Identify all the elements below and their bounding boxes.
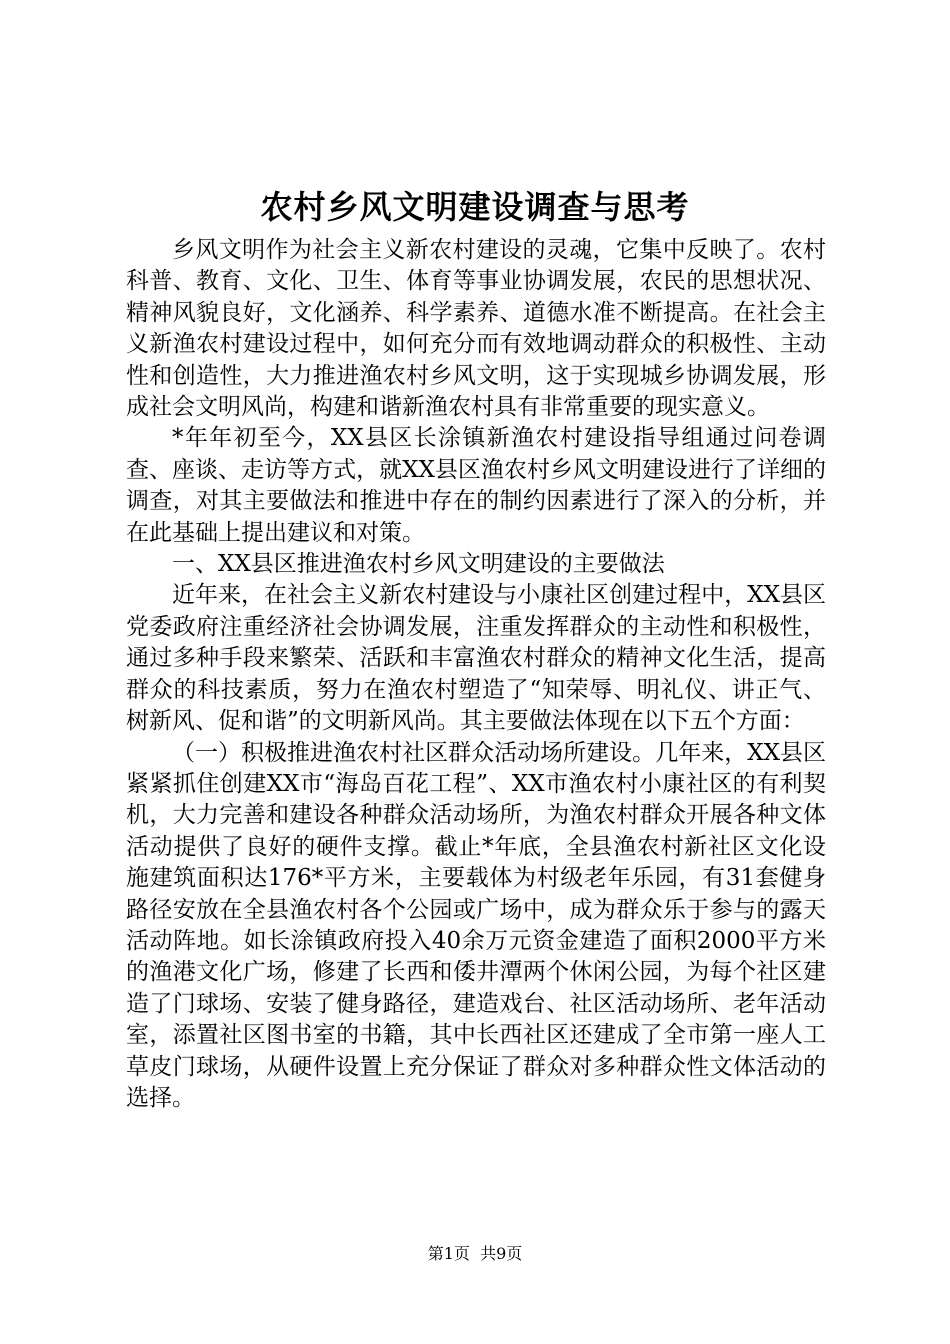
paragraph-intro: 乡风文明作为社会主义新农村建设的灵魂，它集中反映了。农村科普、教育、文化、卫生、体育等事业协调发展，农民的思想状况、精神风貌良好，文化涵养、科学素养、道德水准不断提高。在社会主义新渔农村建设过程中，如何充分而有效地调动群众的积极性、主动性和创造性，大力推进渔农村乡风文明，这于实现城乡协调发展，形成社会文明风尚，构建和谐新渔农村具有非常重要的现实意义。: [126, 237, 826, 421]
paragraph-practices: 近年来，在社会主义新农村建设与小康社区创建过程中，XX县区党委政府注重经济社会协调发展，注重发挥群众的主动性和积极性，通过多种手段来繁荣、活跃和丰富渔农村群众的精神文化生活，提高群众的科技素质，努力在渔农村塑造了“知荣辱、明礼仪、讲正气、树新风、促和谐”的文明新风尚。其主要做法体现在以下五个方面：: [126, 582, 826, 735]
document-body: [126, 235, 826, 1114]
page-number: 第1页 共9页: [427, 1244, 523, 1263]
paragraph-subsection-1: （一）积极推进渔农村社区群众活动场所建设。几年来，XX县区紧紧抓住创建XX市“海岛百花工程”、XX市渔农村小康社区的有利契机，大力完善和建设各种群众活动场所，为渔农村群众开展各种文体活动提供了良好的硬件支撑。截止*年底，全县渔农村新社区文化设施建筑面积达176*平方米，主要载体为村级老年乐园，有31套健身路径安放在全县渔农村各个公园或广场中，成为群众乐于参与的露天活动阵地。如长涂镇政府投入40余万元资金建造了面积2000平方米的渔港文化广场，修建了长西和倭井潭两个休闲公园，为每个社区建造了门球场、安装了健身路径，建造戏台、社区活动场所、老年活动室，添置社区图书室的书籍，其中长西社区还建成了全市第一座人工草皮门球场，从硬件设置上充分保证了群众对多种群众性文体活动的选择。: [126, 739, 826, 1111]
paragraph-survey: *年年初至今，XX县区长涂镇新渔农村建设指导组通过问卷调查、座谈、走访等方式，就XX县区渔农村乡风文明建设进行了详细的调查，对其主要做法和推进中存在的制约因素进行了深入的分析，并在此基础上提出建议和对策。: [126, 425, 826, 546]
section-heading-1: 一、XX县区推进渔农村乡风文明建设的主要做法: [172, 551, 665, 578]
document-title: 农村乡风文明建设调查与思考: [260, 188, 690, 226]
page-footer: [0, 1243, 950, 1265]
